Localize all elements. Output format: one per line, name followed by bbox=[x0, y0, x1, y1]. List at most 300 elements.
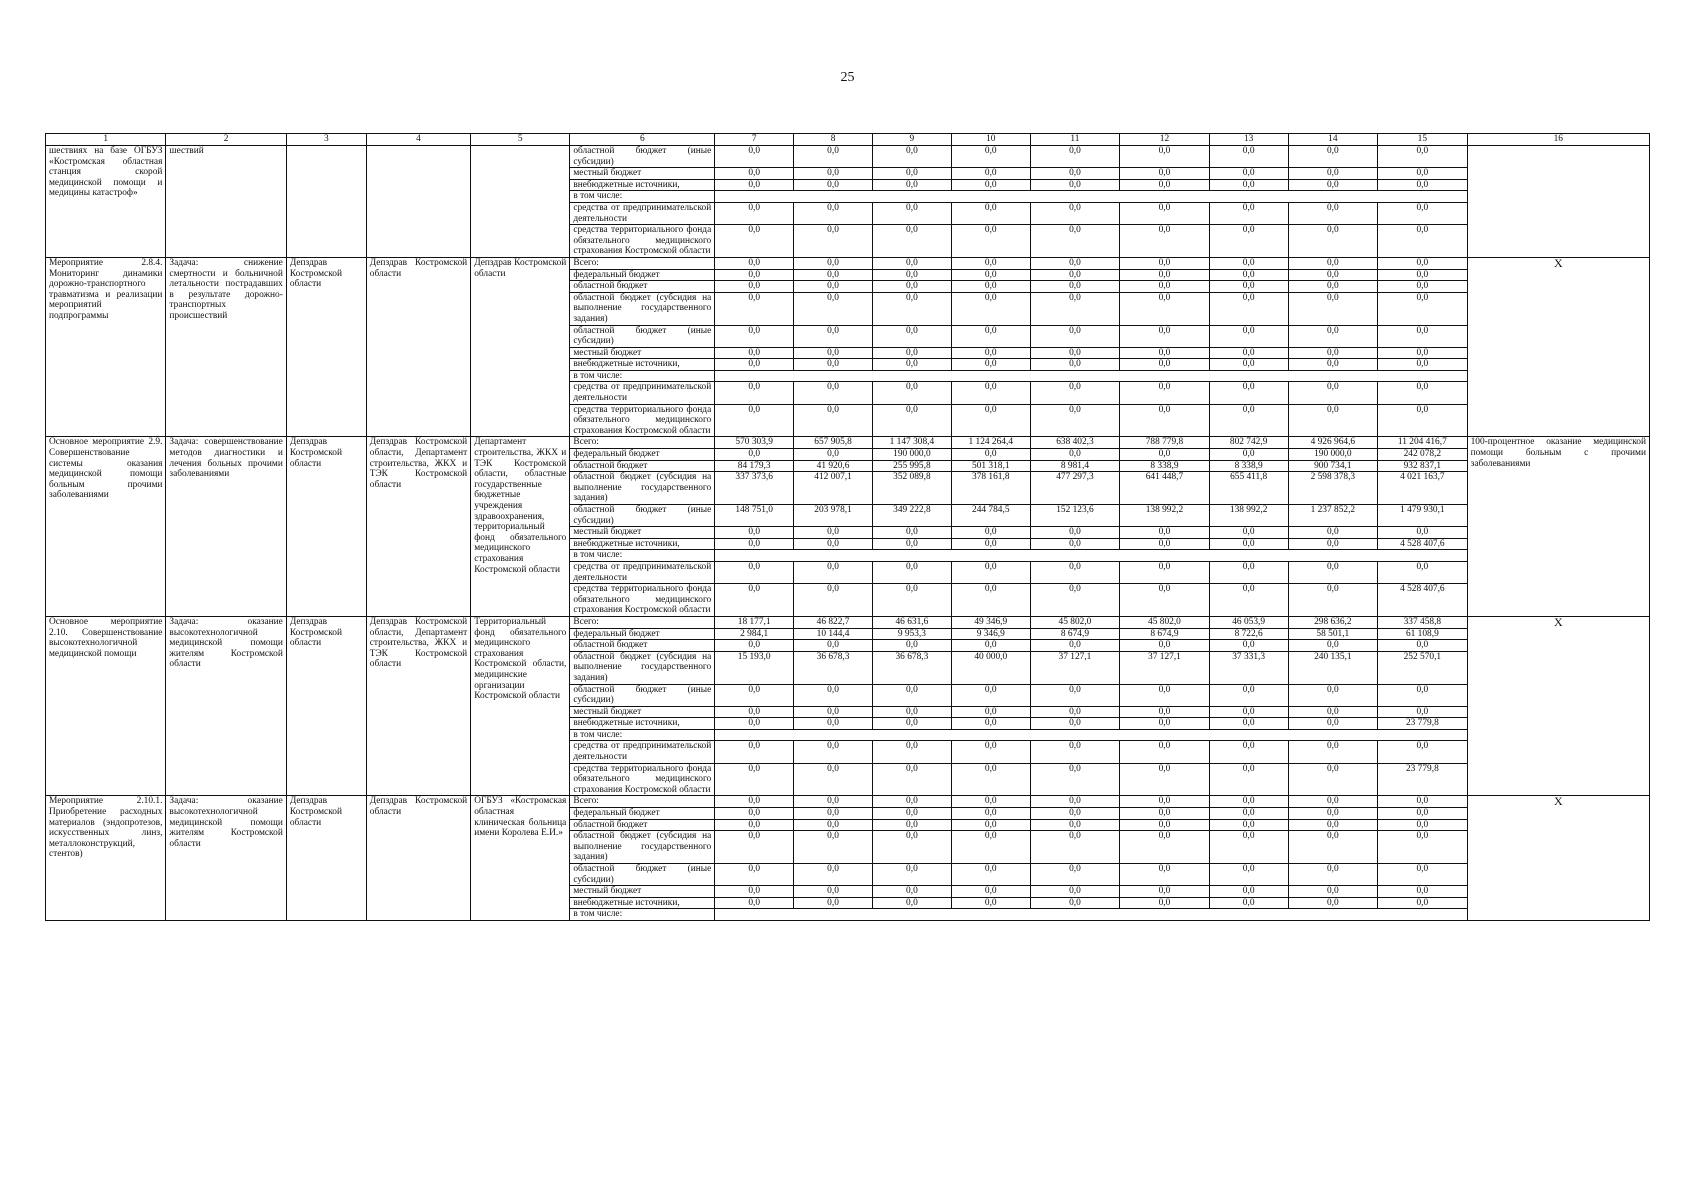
value-cell: 11 204 416,7 bbox=[1378, 437, 1468, 449]
value-cell: 0,0 bbox=[872, 359, 951, 371]
funding-source-cell: внебюджетные источники, bbox=[570, 538, 715, 550]
value-cell: 37 127,1 bbox=[1120, 651, 1210, 684]
value-cell: 1 479 930,1 bbox=[1378, 505, 1468, 527]
header-cell: 4 bbox=[366, 134, 470, 146]
value-cell: 0,0 bbox=[1209, 684, 1288, 706]
value-cell: 0,0 bbox=[1288, 763, 1378, 796]
value-cell: 0,0 bbox=[1288, 168, 1378, 180]
participant-cell bbox=[471, 146, 570, 258]
value-cell: 0,0 bbox=[1209, 292, 1288, 325]
funding-source-cell: местный бюджет bbox=[570, 347, 715, 359]
table-row bbox=[46, 616, 1650, 628]
value-cell: 0,0 bbox=[794, 359, 873, 371]
coexecutor-cell: Депздрав Костромской области, Департамент строительства, ЖКХ и ТЭК Костромской области bbox=[366, 437, 470, 617]
value-cell: 0,0 bbox=[951, 561, 1030, 583]
value-cell: 0,0 bbox=[1120, 718, 1210, 730]
value-cell: 0,0 bbox=[1120, 706, 1210, 718]
responsible-cell: Депздрав Костромской области bbox=[286, 257, 366, 437]
value-cell: 0,0 bbox=[1030, 347, 1120, 359]
page-number: 25 bbox=[840, 70, 855, 85]
header-row bbox=[46, 134, 1650, 146]
responsible-cell: Депздрав Костромской области bbox=[286, 796, 366, 921]
header-cell: 14 bbox=[1288, 134, 1378, 146]
value-cell: 0,0 bbox=[1209, 281, 1288, 293]
value-cell: 0,0 bbox=[1120, 292, 1210, 325]
value-cell: 932 837,1 bbox=[1378, 460, 1468, 472]
value-cell: 0,0 bbox=[951, 404, 1030, 437]
header-cell: 9 bbox=[872, 134, 951, 146]
value-cell: 0,0 bbox=[951, 706, 1030, 718]
value-cell: 49 346,9 bbox=[951, 616, 1030, 628]
value-cell: 0,0 bbox=[1120, 202, 1210, 224]
funding-source-cell: федеральный бюджет bbox=[570, 808, 715, 820]
value-cell: 0,0 bbox=[1120, 179, 1210, 191]
value-cell: 0,0 bbox=[1288, 886, 1378, 898]
value-cell: 0,0 bbox=[1030, 292, 1120, 325]
value-cell: 0,0 bbox=[1209, 538, 1288, 550]
value-cell: 0,0 bbox=[1288, 359, 1378, 371]
value-cell: 0,0 bbox=[1209, 584, 1288, 617]
value-cell: 0,0 bbox=[794, 347, 873, 359]
value-cell: 0,0 bbox=[951, 382, 1030, 404]
value-cell: 0,0 bbox=[872, 640, 951, 652]
value-cell: 0,0 bbox=[1030, 706, 1120, 718]
value-cell: 0,0 bbox=[872, 347, 951, 359]
value-cell: 0,0 bbox=[715, 808, 794, 820]
value-cell: 0,0 bbox=[1288, 292, 1378, 325]
value-cell: 8 338,9 bbox=[1120, 460, 1210, 472]
value-cell: 8 722,6 bbox=[1209, 628, 1288, 640]
value-cell: 0,0 bbox=[1030, 886, 1120, 898]
value-cell: 0,0 bbox=[794, 831, 873, 864]
value-cell: 0,0 bbox=[1030, 831, 1120, 864]
value-cell: 0,0 bbox=[1120, 561, 1210, 583]
coexecutor-cell: Депздрав Костромской области, Департамент строительства, ЖКХ и ТЭК Костромской области bbox=[366, 616, 470, 796]
table-row bbox=[46, 796, 1650, 808]
value-cell: 0,0 bbox=[1120, 831, 1210, 864]
value-cell: 0,0 bbox=[872, 864, 951, 886]
value-cell: 0,0 bbox=[1120, 538, 1210, 550]
header-cell: 1 bbox=[46, 134, 166, 146]
value-cell: 0,0 bbox=[715, 561, 794, 583]
header-cell: 10 bbox=[951, 134, 1030, 146]
value-cell: 0,0 bbox=[1209, 404, 1288, 437]
value-cell: 0,0 bbox=[715, 257, 794, 269]
value-cell: 0,0 bbox=[1120, 269, 1210, 281]
result-cell: X bbox=[1467, 616, 1649, 796]
value-cell: 0,0 bbox=[1030, 179, 1120, 191]
funding-source-cell: в том числе: bbox=[570, 370, 715, 382]
funding-source-cell: федеральный бюджет bbox=[570, 628, 715, 640]
value-cell: 0,0 bbox=[1030, 763, 1120, 796]
funding-source-cell: областной бюджет (субсидия на выполнение государственного задания) bbox=[570, 292, 715, 325]
value-cell: 0,0 bbox=[872, 225, 951, 258]
value-cell: 0,0 bbox=[1209, 168, 1288, 180]
value-cell: 9 953,3 bbox=[872, 628, 951, 640]
value-cell: 0,0 bbox=[715, 684, 794, 706]
value-cell: 0,0 bbox=[715, 763, 794, 796]
value-cell: 0,0 bbox=[1288, 640, 1378, 652]
value-cell: 0,0 bbox=[951, 269, 1030, 281]
value-cell: 0,0 bbox=[1030, 538, 1120, 550]
result-cell bbox=[1467, 146, 1649, 258]
value-cell: 0,0 bbox=[872, 325, 951, 347]
value-cell: 0,0 bbox=[1378, 808, 1468, 820]
value-cell: 0,0 bbox=[715, 819, 794, 831]
value-cell: 0,0 bbox=[872, 819, 951, 831]
value-cell: 0,0 bbox=[1288, 819, 1378, 831]
funding-source-cell: средства от предпринимательской деятельности bbox=[570, 741, 715, 763]
value-cell: 0,0 bbox=[1120, 684, 1210, 706]
value-cell: 0,0 bbox=[872, 897, 951, 909]
funding-source-cell: областной бюджет bbox=[570, 640, 715, 652]
value-cell: 0,0 bbox=[1030, 269, 1120, 281]
funding-source-cell: областной бюджет (иные субсидии) bbox=[570, 325, 715, 347]
funding-source-cell: местный бюджет bbox=[570, 168, 715, 180]
value-cell: 0,0 bbox=[951, 741, 1030, 763]
value-cell: 0,0 bbox=[872, 202, 951, 224]
value-cell: 0,0 bbox=[715, 168, 794, 180]
value-cell: 0,0 bbox=[951, 819, 1030, 831]
value-cell: 0,0 bbox=[1030, 225, 1120, 258]
value-cell: 0,0 bbox=[1288, 325, 1378, 347]
value-cell: 40 000,0 bbox=[951, 651, 1030, 684]
value-cell: 0,0 bbox=[951, 796, 1030, 808]
value-cell: 0,0 bbox=[715, 359, 794, 371]
value-cell: 0,0 bbox=[1378, 225, 1468, 258]
funding-source-cell: в том числе: bbox=[570, 191, 715, 203]
value-cell: 0,0 bbox=[1209, 325, 1288, 347]
budget-table bbox=[45, 133, 1650, 921]
value-cell: 1 147 308,4 bbox=[872, 437, 951, 449]
value-cell: 0,0 bbox=[1378, 146, 1468, 168]
value-cell: 0,0 bbox=[794, 449, 873, 461]
value-cell: 349 222,8 bbox=[872, 505, 951, 527]
value-cell: 8 338,9 bbox=[1209, 460, 1288, 472]
value-cell: 0,0 bbox=[794, 202, 873, 224]
value-cell: 0,0 bbox=[715, 292, 794, 325]
value-cell: 0,0 bbox=[794, 527, 873, 539]
value-cell: 0,0 bbox=[1120, 449, 1210, 461]
value-cell: 8 674,9 bbox=[1120, 628, 1210, 640]
value-cell: 0,0 bbox=[1288, 864, 1378, 886]
responsible-cell: Депздрав Костромской области bbox=[286, 616, 366, 796]
value-cell: 655 411,8 bbox=[1209, 472, 1288, 505]
value-cell: 0,0 bbox=[872, 584, 951, 617]
value-cell: 0,0 bbox=[715, 281, 794, 293]
value-cell: 0,0 bbox=[951, 347, 1030, 359]
task-cell: Задача: совершенствование методов диагностики и лечения больных прочими заболеваниями bbox=[166, 437, 286, 617]
value-cell: 61 108,9 bbox=[1378, 628, 1468, 640]
value-cell: 0,0 bbox=[1209, 359, 1288, 371]
funding-source-cell: местный бюджет bbox=[570, 886, 715, 898]
value-cell: 788 779,8 bbox=[1120, 437, 1210, 449]
value-cell: 0,0 bbox=[872, 257, 951, 269]
value-cell: 298 636,2 bbox=[1288, 616, 1378, 628]
value-cell: 190 000,0 bbox=[872, 449, 951, 461]
value-cell: 0,0 bbox=[1209, 561, 1288, 583]
value-cell: 0,0 bbox=[1209, 796, 1288, 808]
value-cell: 0,0 bbox=[794, 257, 873, 269]
value-cell: 0,0 bbox=[1288, 897, 1378, 909]
value-cell: 0,0 bbox=[1378, 819, 1468, 831]
funding-source-cell: средства территориального фонда обязательного медицинского страхования Костромской области bbox=[570, 584, 715, 617]
value-cell: 0,0 bbox=[1120, 640, 1210, 652]
value-cell: 46 822,7 bbox=[794, 616, 873, 628]
value-cell: 0,0 bbox=[1030, 404, 1120, 437]
value-cell: 37 331,3 bbox=[1209, 651, 1288, 684]
value-cell: 0,0 bbox=[1378, 886, 1468, 898]
value-cell: 0,0 bbox=[1378, 741, 1468, 763]
value-cell: 0,0 bbox=[1030, 718, 1120, 730]
funding-source-cell: средства от предпринимательской деятельности bbox=[570, 561, 715, 583]
value-cell: 0,0 bbox=[794, 640, 873, 652]
value-cell: 190 000,0 bbox=[1288, 449, 1378, 461]
value-cell: 641 448,7 bbox=[1120, 472, 1210, 505]
header-cell: 2 bbox=[166, 134, 286, 146]
value-cell: 203 978,1 bbox=[794, 505, 873, 527]
value-cell: 352 089,8 bbox=[872, 472, 951, 505]
value-cell: 0,0 bbox=[951, 359, 1030, 371]
value-cell: 0,0 bbox=[1120, 382, 1210, 404]
value-cell: 0,0 bbox=[794, 584, 873, 617]
value-cell: 0,0 bbox=[1288, 347, 1378, 359]
value-cell: 412 007,1 bbox=[794, 472, 873, 505]
value-cell: 0,0 bbox=[715, 202, 794, 224]
value-cell: 0,0 bbox=[1288, 404, 1378, 437]
value-cell: 36 678,3 bbox=[872, 651, 951, 684]
measure-name-cell: Мероприятие 2.8.4. Мониторинг динамики дорожно-транспортного травматизма и реализации мероприятий подпрограммы bbox=[46, 257, 166, 437]
funding-source-cell: Всего: bbox=[570, 257, 715, 269]
value-cell: 0,0 bbox=[872, 706, 951, 718]
value-cell: 8 674,9 bbox=[1030, 628, 1120, 640]
value-cell: 138 992,2 bbox=[1120, 505, 1210, 527]
value-cell: 0,0 bbox=[715, 864, 794, 886]
value-cell: 0,0 bbox=[951, 449, 1030, 461]
value-cell: 657 905,8 bbox=[794, 437, 873, 449]
value-cell: 4 528 407,6 bbox=[1378, 584, 1468, 617]
value-cell: 337 373,6 bbox=[715, 472, 794, 505]
value-cell: 0,0 bbox=[1378, 561, 1468, 583]
value-cell: 0,0 bbox=[1209, 741, 1288, 763]
value-cell: 0,0 bbox=[794, 886, 873, 898]
empty-values-cell bbox=[715, 370, 1467, 382]
value-cell: 0,0 bbox=[794, 819, 873, 831]
value-cell: 0,0 bbox=[1288, 382, 1378, 404]
value-cell: 0,0 bbox=[1378, 831, 1468, 864]
value-cell: 0,0 bbox=[715, 404, 794, 437]
value-cell: 0,0 bbox=[951, 538, 1030, 550]
value-cell: 0,0 bbox=[951, 897, 1030, 909]
funding-source-cell: средства территориального фонда обязательного медицинского страхования Костромской области bbox=[570, 763, 715, 796]
value-cell: 255 995,8 bbox=[872, 460, 951, 472]
value-cell: 0,0 bbox=[1209, 257, 1288, 269]
value-cell: 0,0 bbox=[715, 382, 794, 404]
value-cell: 15 193,0 bbox=[715, 651, 794, 684]
value-cell: 0,0 bbox=[951, 202, 1030, 224]
value-cell: 0,0 bbox=[1030, 359, 1120, 371]
value-cell: 0,0 bbox=[1030, 527, 1120, 539]
value-cell: 0,0 bbox=[1288, 225, 1378, 258]
funding-source-cell: средства от предпринимательской деятельности bbox=[570, 382, 715, 404]
value-cell: 0,0 bbox=[1288, 561, 1378, 583]
funding-source-cell: областной бюджет (иные субсидии) bbox=[570, 505, 715, 527]
measure-name-cell: Основное мероприятие 2.9. Совершенствование системы оказания медицинской помощи больным прочими заболеваниями bbox=[46, 437, 166, 617]
value-cell: 0,0 bbox=[794, 864, 873, 886]
value-cell: 37 127,1 bbox=[1030, 651, 1120, 684]
value-cell: 0,0 bbox=[715, 640, 794, 652]
value-cell: 0,0 bbox=[1288, 538, 1378, 550]
value-cell: 0,0 bbox=[715, 179, 794, 191]
funding-source-cell: внебюджетные источники, bbox=[570, 718, 715, 730]
value-cell: 0,0 bbox=[1030, 796, 1120, 808]
header-cell: 12 bbox=[1120, 134, 1210, 146]
task-cell: Задача: оказание высокотехнологичной медицинской помощи жителям Костромской области bbox=[166, 616, 286, 796]
value-cell: 0,0 bbox=[1120, 796, 1210, 808]
funding-source-cell: областной бюджет bbox=[570, 460, 715, 472]
header-cell: 5 bbox=[471, 134, 570, 146]
value-cell: 0,0 bbox=[794, 808, 873, 820]
funding-source-cell: внебюджетные источники, bbox=[570, 359, 715, 371]
value-cell: 0,0 bbox=[872, 168, 951, 180]
value-cell: 0,0 bbox=[715, 347, 794, 359]
funding-source-cell: областной бюджет bbox=[570, 281, 715, 293]
funding-source-cell: Всего: bbox=[570, 437, 715, 449]
value-cell: 0,0 bbox=[1378, 684, 1468, 706]
funding-source-cell: Всего: bbox=[570, 616, 715, 628]
value-cell: 0,0 bbox=[872, 886, 951, 898]
value-cell: 570 303,9 bbox=[715, 437, 794, 449]
value-cell: 0,0 bbox=[1030, 684, 1120, 706]
value-cell: 1 124 264,4 bbox=[951, 437, 1030, 449]
participant-cell: Депздрав Костромской области bbox=[471, 257, 570, 437]
value-cell: 23 779,8 bbox=[1378, 763, 1468, 796]
value-cell: 900 734,1 bbox=[1288, 460, 1378, 472]
value-cell: 45 802,0 bbox=[1120, 616, 1210, 628]
funding-source-cell: областной бюджет (субсидия на выполнение государственного задания) bbox=[570, 831, 715, 864]
value-cell: 0,0 bbox=[872, 404, 951, 437]
empty-values-cell bbox=[715, 909, 1467, 921]
value-cell: 0,0 bbox=[1030, 281, 1120, 293]
measure-name-cell: Мероприятие 2.10.1. Приобретение расходных материалов (эндопротезов, искусственных линз, металлоконструкций, стентов) bbox=[46, 796, 166, 921]
value-cell: 9 346,9 bbox=[951, 628, 1030, 640]
value-cell: 152 123,6 bbox=[1030, 505, 1120, 527]
value-cell: 0,0 bbox=[1209, 225, 1288, 258]
value-cell: 0,0 bbox=[1378, 359, 1468, 371]
value-cell: 0,0 bbox=[1378, 640, 1468, 652]
value-cell: 0,0 bbox=[1120, 257, 1210, 269]
value-cell: 0,0 bbox=[794, 741, 873, 763]
participant-cell: Территориальный фонд обязательного медицинского страхования Костромской области, медицинские организации Костромской области bbox=[471, 616, 570, 796]
value-cell: 0,0 bbox=[1378, 404, 1468, 437]
table-row bbox=[46, 257, 1650, 269]
value-cell: 0,0 bbox=[794, 897, 873, 909]
empty-values-cell bbox=[715, 729, 1467, 741]
value-cell: 0,0 bbox=[1030, 640, 1120, 652]
value-cell: 0,0 bbox=[1288, 202, 1378, 224]
funding-source-cell: федеральный бюджет bbox=[570, 269, 715, 281]
value-cell: 0,0 bbox=[794, 706, 873, 718]
value-cell: 0,0 bbox=[1378, 527, 1468, 539]
value-cell: 0,0 bbox=[1030, 202, 1120, 224]
value-cell: 0,0 bbox=[794, 325, 873, 347]
header-cell: 16 bbox=[1467, 134, 1649, 146]
value-cell: 0,0 bbox=[715, 706, 794, 718]
value-cell: 0,0 bbox=[1120, 808, 1210, 820]
value-cell: 0,0 bbox=[1209, 179, 1288, 191]
value-cell: 0,0 bbox=[1288, 684, 1378, 706]
header-cell: 8 bbox=[794, 134, 873, 146]
value-cell: 0,0 bbox=[794, 718, 873, 730]
funding-source-cell: средства территориального фонда обязательного медицинского страхования Костромской области bbox=[570, 404, 715, 437]
value-cell: 0,0 bbox=[872, 741, 951, 763]
value-cell: 0,0 bbox=[1209, 886, 1288, 898]
value-cell: 638 402,3 bbox=[1030, 437, 1120, 449]
coexecutor-cell bbox=[366, 146, 470, 258]
task-cell: Задача: оказание высокотехнологичной медицинской помощи жителям Костромской области bbox=[166, 796, 286, 921]
value-cell: 0,0 bbox=[1209, 808, 1288, 820]
value-cell: 0,0 bbox=[1120, 146, 1210, 168]
value-cell: 0,0 bbox=[951, 281, 1030, 293]
funding-source-cell: федеральный бюджет bbox=[570, 449, 715, 461]
value-cell: 0,0 bbox=[715, 886, 794, 898]
value-cell: 0,0 bbox=[794, 179, 873, 191]
value-cell: 0,0 bbox=[794, 404, 873, 437]
value-cell: 0,0 bbox=[1288, 706, 1378, 718]
value-cell: 0,0 bbox=[1030, 382, 1120, 404]
funding-source-cell: областной бюджет bbox=[570, 819, 715, 831]
value-cell: 0,0 bbox=[1209, 897, 1288, 909]
value-cell: 0,0 bbox=[715, 897, 794, 909]
value-cell: 0,0 bbox=[794, 796, 873, 808]
value-cell: 0,0 bbox=[794, 561, 873, 583]
empty-values-cell bbox=[715, 191, 1467, 203]
result-cell: 100-процентное оказание медицинской помощи больным с прочими заболеваниями bbox=[1467, 437, 1649, 617]
value-cell: 8 981,4 bbox=[1030, 460, 1120, 472]
value-cell: 0,0 bbox=[1120, 864, 1210, 886]
value-cell: 4 926 964,6 bbox=[1288, 437, 1378, 449]
funding-source-cell: местный бюджет bbox=[570, 706, 715, 718]
funding-source-cell: областной бюджет (иные субсидии) bbox=[570, 684, 715, 706]
value-cell: 0,0 bbox=[794, 763, 873, 796]
value-cell: 0,0 bbox=[1120, 819, 1210, 831]
value-cell: 0,0 bbox=[1030, 897, 1120, 909]
value-cell: 378 161,8 bbox=[951, 472, 1030, 505]
value-cell: 0,0 bbox=[715, 538, 794, 550]
value-cell: 0,0 bbox=[1378, 382, 1468, 404]
value-cell: 0,0 bbox=[1288, 269, 1378, 281]
header-cell: 3 bbox=[286, 134, 366, 146]
value-cell: 0,0 bbox=[715, 225, 794, 258]
value-cell: 0,0 bbox=[872, 382, 951, 404]
value-cell: 0,0 bbox=[794, 382, 873, 404]
value-cell: 0,0 bbox=[1378, 292, 1468, 325]
value-cell: 36 678,3 bbox=[794, 651, 873, 684]
value-cell: 0,0 bbox=[715, 796, 794, 808]
value-cell: 0,0 bbox=[715, 741, 794, 763]
value-cell: 0,0 bbox=[872, 684, 951, 706]
value-cell: 0,0 bbox=[1030, 741, 1120, 763]
value-cell: 477 297,3 bbox=[1030, 472, 1120, 505]
participant-cell: ОГБУЗ «Костромская областная клиническая больница имени Королева Е.И.» bbox=[471, 796, 570, 921]
value-cell: 0,0 bbox=[1209, 864, 1288, 886]
task-cell: шествий bbox=[166, 146, 286, 258]
value-cell: 0,0 bbox=[872, 718, 951, 730]
value-cell: 0,0 bbox=[1120, 404, 1210, 437]
value-cell: 0,0 bbox=[1288, 718, 1378, 730]
value-cell: 0,0 bbox=[715, 584, 794, 617]
coexecutor-cell: Депздрав Костромской области bbox=[366, 257, 470, 437]
